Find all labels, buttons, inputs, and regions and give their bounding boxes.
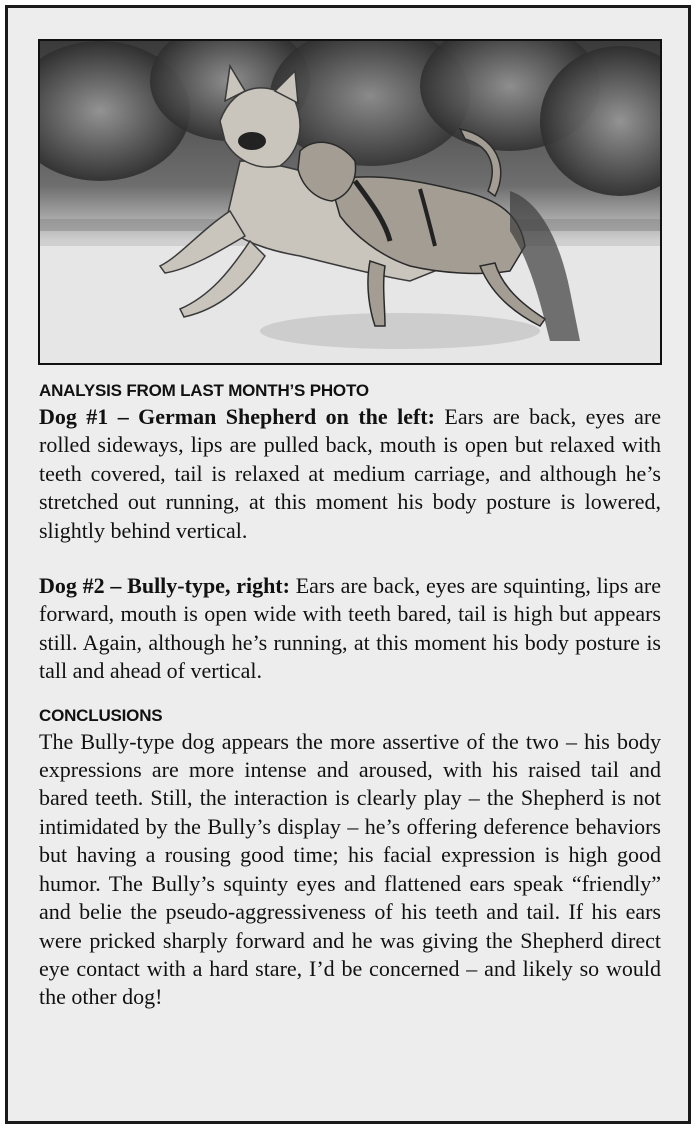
dog2-text: Ears are back, eyes are squinting, lips are forward, mouth is open wide with teeth bared, tail is high but appears still. Again, although he’s running, at this moment his body posture is tall and ahead of vertical. bbox=[39, 573, 661, 684]
dogs-photo bbox=[38, 39, 662, 365]
dog1-text: Ears are back, eyes are rolled sideways, lips are pulled back, mouth is open but relaxed with teeth covered, tail is relaxed at medium carriage, and although he’s stretched out running, at this moment his body posture is lowered, slightly behind vertical. bbox=[39, 404, 661, 543]
article-text bbox=[39, 379, 661, 1012]
dog1-paragraph bbox=[39, 403, 661, 545]
analysis-heading: ANALYSIS FROM LAST MONTH’S PHOTO bbox=[39, 381, 369, 400]
dog2-label: Dog #2 – Bully-type, right: bbox=[39, 573, 290, 599]
dog2-paragraph bbox=[39, 572, 661, 686]
dog1-label: Dog #1 – German Shepherd on the left: bbox=[39, 404, 435, 429]
dogs-photo-illustration bbox=[40, 41, 660, 363]
paragraph-gap bbox=[39, 545, 661, 572]
section-gap bbox=[39, 686, 661, 704]
conclusions-heading: CONCLUSIONS bbox=[39, 705, 163, 725]
conclusions-paragraph: The Bully-type dog appears the more assertive of the two – his body expressions are more intense and aroused, with his raised tail and bared teeth. Still, the interaction is clearly play – the Shepherd is not intimidated by the Bully’s display – he’s offering deference behaviors but having a rousing good time; his facial expression is high good humor. The Bully’s squinty eyes and flattened ears speak “friendly” and belie the pseudo-aggressiveness of his teeth and tail. If his ears were pricked sharply forward and he was giving the Shepherd direct eye contact with a hard stare, I’d be concerned – and likely so would the other dog! bbox=[39, 728, 661, 1010]
article-panel bbox=[5, 5, 691, 1124]
